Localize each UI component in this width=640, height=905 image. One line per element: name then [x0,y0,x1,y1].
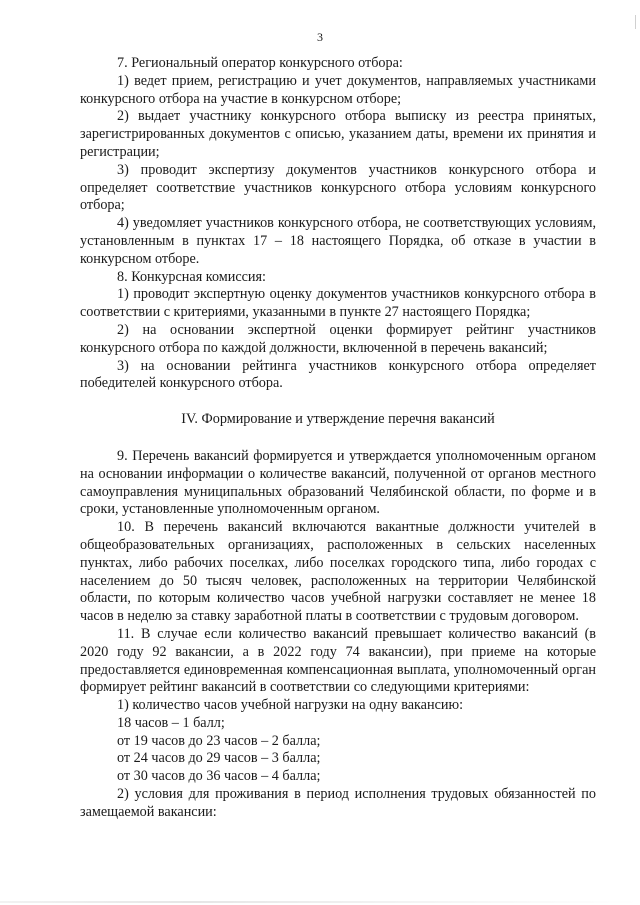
paragraph: 1) проводит экспертную оценку документов участников конкурсного отбора в соответствии с критериями, указанными в пункте 27 настоящего Порядка; [80,286,596,321]
scan-edge-mark [635,15,636,29]
paragraph: 2) условия для проживания в период исполнения трудовых обязанностей по замещаемой вакансии: [80,786,596,820]
paragraph: 11. В случае если количество вакансий превышает количество вакансий (в 2020 году 92 вакансии, а в 2022 году 74 вакансии), при приеме на которые предоставляется единовременная компенсационная выплата, уполномоченный орган формирует рейтинг вакансий в соответствии со следующими критериями: [80,625,596,696]
paragraph: 1) ведет прием, регистрацию и учет документов, направляемых участниками конкурсного отбора на участие в конкурсном отборе; [80,72,596,107]
paragraph: 2) выдает участнику конкурсного отбора выписку из реестра принятых, зарегистрированных документов с описью, указанием даты, времени их принятия и регистрации; [80,108,596,160]
page-number: 3 [317,30,323,44]
criteria-item: 18 часов – 1 балл; [117,714,225,731]
paragraph: 3) на основании рейтинга участников конкурсного отбора определяет победителей конкурсного отбора. [80,357,596,392]
paragraph: 3) проводит экспертизу документов участников конкурсного отбора и определяет соответствие участников конкурсного отбора условиям конкурсного отбора; [80,161,596,214]
paragraph: 9. Перечень вакансий формируется и утверждается уполномоченным органом на основании информации о количестве вакансий, полученной от органов местного самоуправления муниципальных образований Челябинской области, по форме и в сроки, установленные уполномоченным органом. [80,447,596,518]
criteria-item: от 24 часов до 29 часов – 3 балла; [117,750,321,767]
paragraph: 7. Региональный оператор конкурсного отбора: [117,55,403,71]
paragraph: 4) уведомляет участников конкурсного отбора, не соответствующих условиям, установленным в пунктах 17 – 18 настоящего Порядка, об отказе в участии в конкурсном отборе. [80,215,596,267]
document-body [80,55,596,822]
criteria-item: от 30 часов до 36 часов – 4 балла; [117,768,321,785]
paragraph: 1) количество часов учебной нагрузки на одну вакансию: [117,697,464,714]
scan-bottom-edge [0,901,640,903]
paragraph: 10. В перечень вакансий включаются вакантные должности учителей в общеобразовательных организациях, расположенных в сельских населенных пунктах, либо рабочих поселках, либо поселках городского типа, либо городах с населением до 50 тысяч человек, расположенных на территории Челябинской области, по которым количество часов учебной нагрузки составляет не менее 18 часов в неделю за ставку заработной платы в соответствии с трудовым договором. [80,519,596,625]
paragraph: 8. Конкурсная комиссия: [117,268,266,285]
criteria-item: от 19 часов до 23 часов – 2 балла; [117,732,321,749]
section-heading: IV. Формирование и утверждение перечня вакансий [181,411,495,428]
paragraph: 2) на основании экспертной оценки формирует рейтинг участников конкурсного отбора по каждой должности, включенной в перечень вакансий; [80,321,596,356]
